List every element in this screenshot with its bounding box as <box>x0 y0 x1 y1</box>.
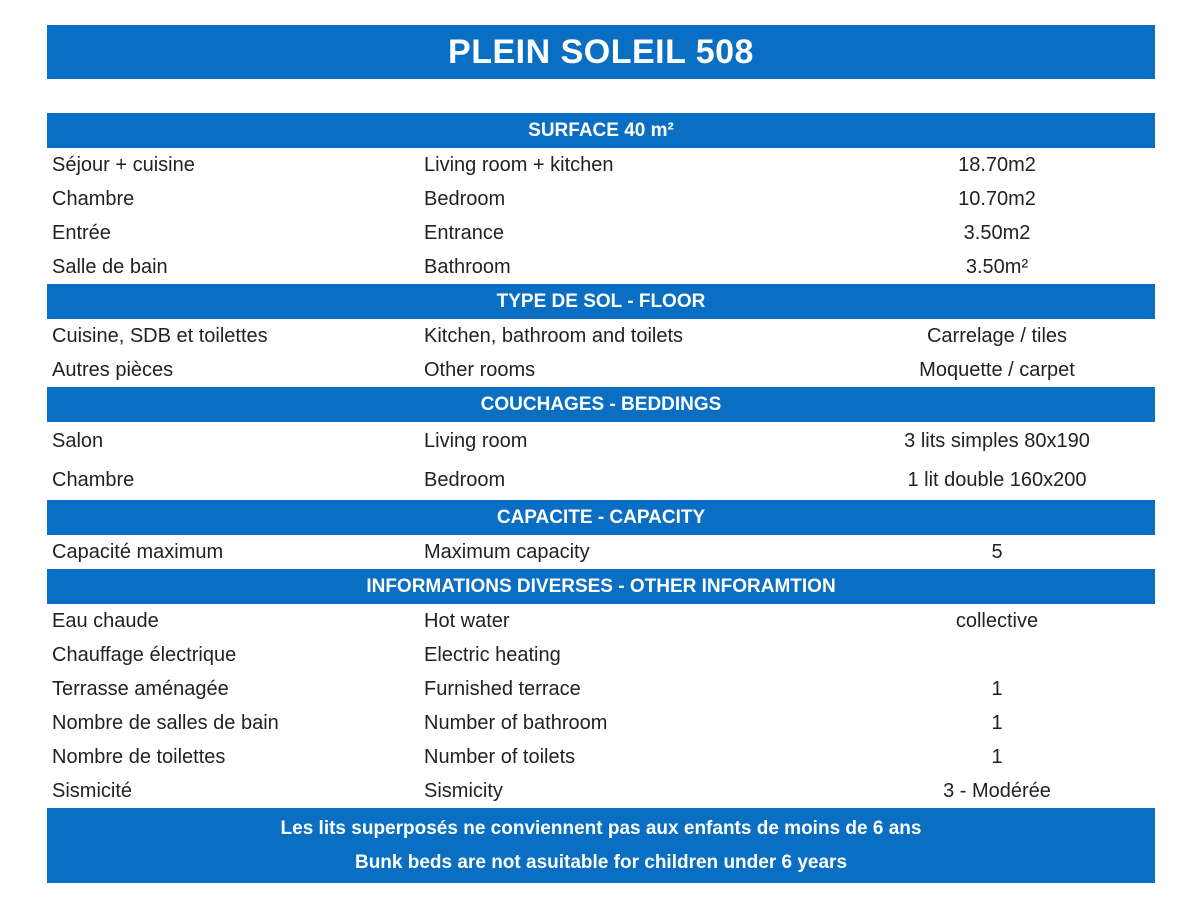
label-fr: Salle de bain <box>52 255 168 278</box>
table-row <box>47 461 1155 500</box>
value: 5 <box>991 540 1003 563</box>
label-fr: Séjour + cuisine <box>52 153 195 176</box>
label-fr: Terrasse aménagée <box>52 677 229 700</box>
label-fr: Chambre <box>52 187 135 210</box>
label-en: Bedroom <box>424 187 506 210</box>
section-header-other-information: INFORMATIONS DIVERSES - OTHER INFORAMTION <box>47 569 1155 604</box>
label-en: Other rooms <box>424 358 536 381</box>
value: 3 - Modérée <box>943 779 1051 802</box>
table-row <box>47 422 1155 461</box>
value: 1 <box>991 711 1003 734</box>
value: Moquette / carpet <box>919 358 1075 381</box>
label-en: Number of bathroom <box>424 711 608 734</box>
label-en: Kitchen, bathroom and toilets <box>424 324 684 347</box>
label-en: Sismicity <box>424 779 503 802</box>
label-fr: Cuisine, SDB et toilettes <box>52 324 268 347</box>
label-fr: Chambre <box>52 469 135 491</box>
section-header-floor: TYPE DE SOL - FLOOR <box>47 284 1155 319</box>
notice-line-en: Bunk beds are not asuitable for children under 6 years <box>354 851 848 873</box>
section-header-beddings: COUCHAGES - BEDDINGS <box>47 387 1155 422</box>
table-row <box>47 740 1155 774</box>
table-row <box>47 706 1155 740</box>
label-fr: Entrée <box>52 221 111 244</box>
table-row <box>47 250 1155 284</box>
table-row <box>47 182 1155 216</box>
label-en: Furnished terrace <box>424 677 581 700</box>
label-fr: Sismicité <box>52 779 133 802</box>
label-en: Living room + kitchen <box>424 153 614 176</box>
table-row <box>47 216 1155 250</box>
table-row <box>47 638 1155 672</box>
bunk-bed-notice <box>47 808 1155 883</box>
table-row <box>47 353 1155 387</box>
table-row <box>47 774 1155 808</box>
table-row <box>47 148 1155 182</box>
label-en: Bathroom <box>424 255 511 278</box>
label-fr: Nombre de salles de bain <box>52 711 279 734</box>
section-header-surface: SURFACE 40 m² <box>47 113 1155 148</box>
value: 3.50m2 <box>963 221 1031 244</box>
section-header-capacity: CAPACITE - CAPACITY <box>47 500 1155 535</box>
label-fr: Autres pièces <box>52 358 174 381</box>
value: Carrelage / tiles <box>926 324 1068 347</box>
label-en: Living room <box>424 430 528 452</box>
label-fr: Capacité maximum <box>52 540 224 563</box>
table-row <box>47 319 1155 353</box>
label-fr: Nombre de toilettes <box>52 745 226 768</box>
table-row <box>47 672 1155 706</box>
label-en: Entrance <box>424 221 505 244</box>
label-en: Hot water <box>424 609 510 632</box>
value: 1 <box>991 745 1003 768</box>
label-en: Maximum capacity <box>424 540 590 563</box>
table-row <box>47 535 1155 569</box>
value: 3 lits simples 80x190 <box>904 430 1090 452</box>
value: collective <box>955 609 1039 632</box>
value: 1 <box>991 677 1003 700</box>
value: 18.70m2 <box>958 153 1036 176</box>
notice-line-fr: Les lits superposés ne conviennent pas aux enfants de moins de 6 ans <box>280 817 922 839</box>
label-fr: Salon <box>52 430 104 452</box>
page-title: PLEIN SOLEIL 508 <box>47 25 1155 79</box>
label-fr: Chauffage électrique <box>52 643 237 666</box>
value: 1 lit double 160x200 <box>907 469 1087 491</box>
label-en: Number of toilets <box>424 745 576 768</box>
label-fr: Eau chaude <box>52 609 159 632</box>
value: 10.70m2 <box>958 187 1036 210</box>
label-en: Electric heating <box>424 643 561 666</box>
property-info-table <box>47 113 1155 883</box>
value: 3.50m² <box>965 255 1029 278</box>
table-row <box>47 604 1155 638</box>
label-en: Bedroom <box>424 469 506 491</box>
